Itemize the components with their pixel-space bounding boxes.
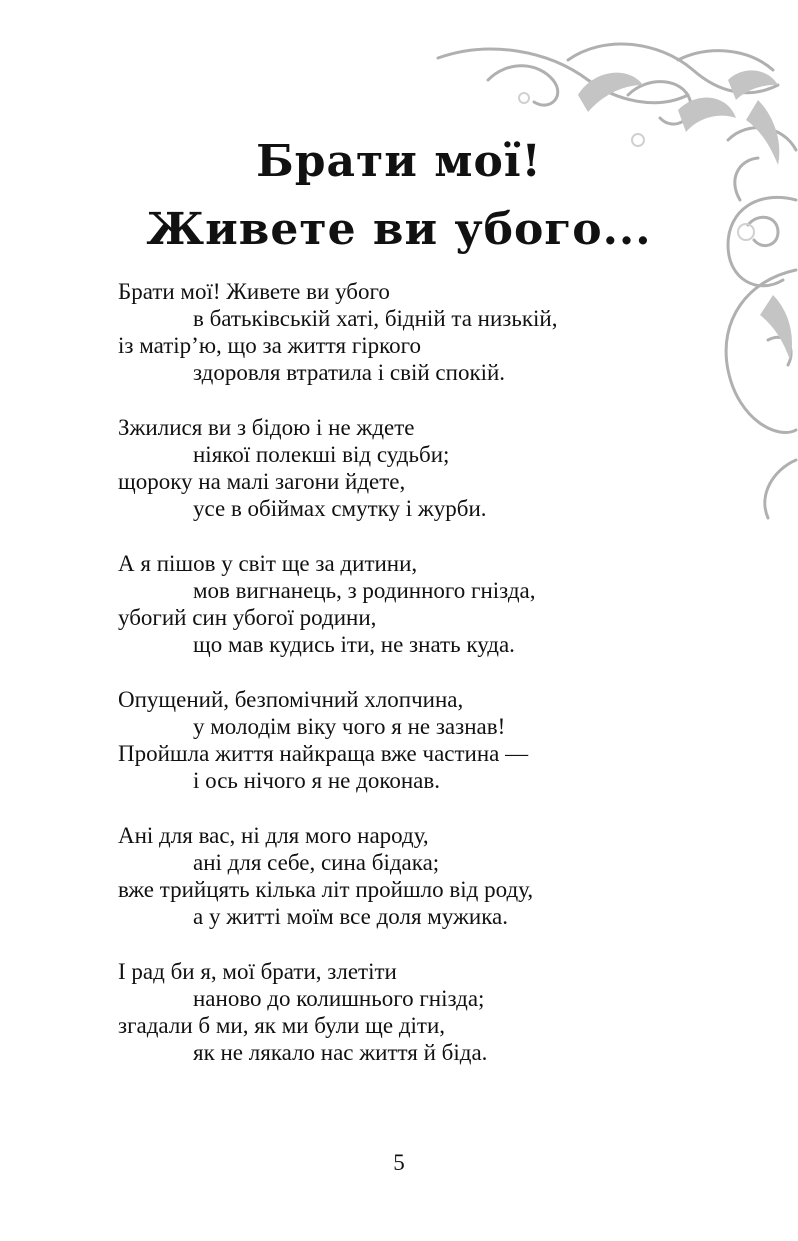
poem-line: і ось нічого я не доконав.	[193, 768, 440, 793]
poem-line: здоровля втратила і свій спокій.	[193, 360, 506, 385]
stanza-1	[118, 278, 778, 386]
title-line-1: Брати мої!	[256, 136, 542, 187]
stanza-2	[118, 414, 778, 522]
poem-line: що мав кудись іти, не знать куда.	[193, 632, 515, 657]
poem-line: усе в обіймах смутку і журби.	[193, 496, 487, 521]
page-number: 5	[393, 1150, 405, 1175]
title-line-2: Живете ви убого...	[146, 204, 652, 255]
poem-line: ніякої полекші від судьби;	[193, 442, 450, 467]
poem-line: а у житті моїм все доля мужика.	[193, 904, 509, 929]
poem-line: Зжилися ви з бідою і не ждете	[118, 415, 415, 440]
poem-line: І рад би я, мої брати, злетіти	[118, 959, 397, 984]
poem-line: Пройшла життя найкраща вже частина —	[118, 741, 529, 766]
poem-line: як не лякало нас життя й біда.	[193, 1040, 488, 1065]
poem-line: у молодім віку чого я не зазнав!	[193, 714, 506, 739]
poem-body	[118, 278, 778, 1094]
poem-line: Брати мої! Живете ви убого	[118, 279, 390, 304]
poem-line: згадали б ми, як ми були ще діти,	[118, 1013, 446, 1038]
stanza-6	[118, 958, 778, 1066]
poem-line: А я пішов у світ ще за дитини,	[118, 551, 418, 576]
stanza-3	[118, 550, 778, 658]
poem-line: вже трийцять кілька літ пройшло від роду,	[118, 877, 534, 902]
poem-line: убогий син убогої родини,	[118, 605, 377, 630]
poem-line: в батьківській хаті, бідній та низькій,	[193, 306, 558, 331]
poem-line: ані для себе, сина бідака;	[193, 850, 440, 875]
stanza-5	[118, 822, 778, 930]
poem-line: Ані для вас, ні для мого народу,	[118, 823, 429, 848]
poem-line: із матір’ю, що за життя гіркого	[118, 333, 422, 358]
poem-line: наново до колишнього гнізда;	[193, 986, 485, 1011]
page-title	[0, 128, 798, 264]
poem-line: мов вигнанець, з родинного гнізда,	[193, 578, 536, 603]
poem-line: Опущений, безпомічний хлопчина,	[118, 687, 464, 712]
stanza-4	[118, 686, 778, 794]
poem-line: щороку на малі загони йдете,	[118, 469, 406, 494]
